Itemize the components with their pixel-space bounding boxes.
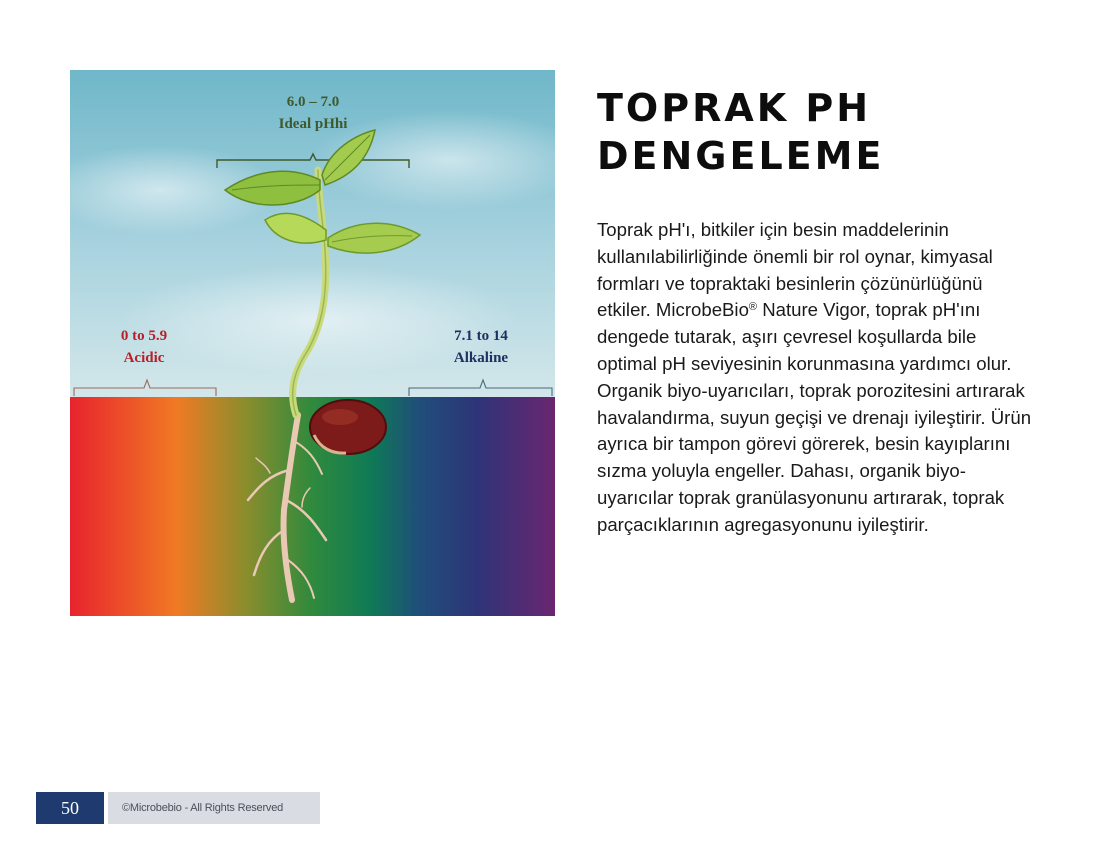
body-text-part-2: Nature Vigor, toprak pH'ını dengede tutarak, aşırı çevresel koşullarda bile optimal pH seviyesinin korunmasına yardımcı olur. Organik biyo-uyarıcıları, toprak porozitesini artırarak havalandırma, suyun geçişi ve drenajı iyileştirir. Ürün ayrıca bir tampon görevi görerek, besin kayıplarını sızma yoluyla engeller. Dahası, organik biyo-uyarıcılar toprak granülasyonunu artırarak, toprak parçacıklarının agregasyonunu iyileştirir. (597, 299, 1032, 535)
ph-illustration (70, 70, 555, 616)
page-number: 50 (36, 792, 104, 824)
ideal-title-label: Ideal pHhi (278, 116, 348, 132)
alkaline-range-label: 7.1 to 14 (454, 328, 508, 344)
ideal-range-label: 6.0 – 7.0 (286, 94, 340, 110)
body-paragraph (597, 217, 1037, 539)
page-title-line-1: TOPRAK PH (597, 86, 872, 130)
registered-mark: ® (748, 301, 758, 314)
page-title-line-2: DENGELEME (597, 134, 885, 178)
seed (310, 400, 386, 454)
body-text-part-1: Toprak pH'ı, bitkiler için besin maddelerinin kullanılabilirliğinde önemli bir rol oynar, kimyasal formları ve topraktaki besinlerin çözünürlüğünü etkiler. MicrobeBio (597, 219, 993, 321)
page-title (597, 84, 1037, 180)
alkaline-title-label: Alkaline (453, 350, 509, 366)
copyright-notice: ©Microbebio - All Rights Reserved (108, 792, 320, 824)
acidic-range-label: 0 to 5.9 (120, 328, 168, 344)
acidic-title-label: Acidic (123, 350, 165, 366)
ph-illustration-svg (70, 70, 555, 616)
